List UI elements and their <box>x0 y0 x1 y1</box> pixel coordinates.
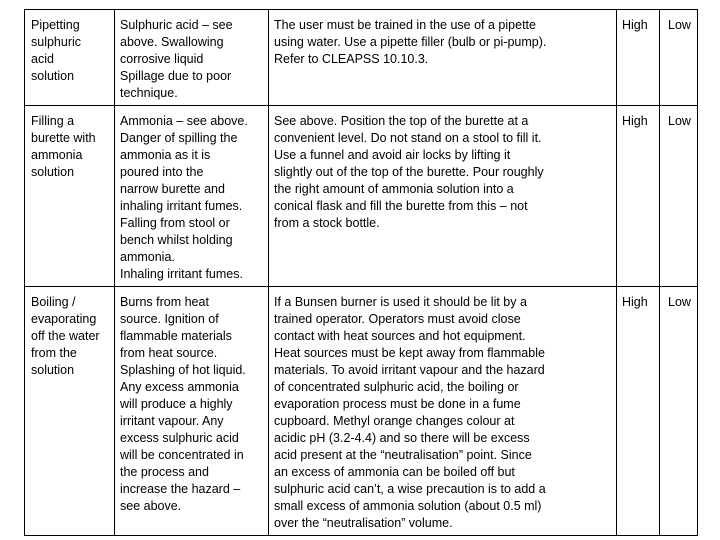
hazard-text: Sulphuric acid – see above. Swallowing corrosive liquid Spillage due to poor technique. <box>120 18 233 100</box>
risk-before-cell <box>617 10 660 106</box>
table-row <box>25 287 698 536</box>
risk-after-text: Low <box>668 114 691 128</box>
risk-before-cell <box>617 287 660 536</box>
activity-cell <box>25 10 115 106</box>
activity-text: Boiling / evaporating off the water from the solution <box>31 295 100 377</box>
risk-before-text: High <box>622 18 648 32</box>
risk-after-text: Low <box>668 295 691 309</box>
control-measures-cell <box>269 287 617 536</box>
risk-after-text: Low <box>668 18 691 32</box>
risk-before-cell <box>617 106 660 287</box>
activity-text: Pipetting sulphuric acid solution <box>31 18 82 83</box>
activity-cell <box>25 287 115 536</box>
control-measures-text: See above. Position the top of the burette at a convenient level. Do not stand on a stool to fill it. Use a funnel and avoid air locks by lifting it slightly out of the top of the burette. Pour roughly the right amount of ammonia solution into a conical flask and fill the burette from this – not from a stock bottle. <box>274 114 544 230</box>
hazard-cell <box>115 287 269 536</box>
control-measures-text: If a Bunsen burner is used it should be lit by a trained operator. Operators must avoid close contact with heat sources and hot equipment. Heat sources must be kept away from flammable materials. To avoid irritant vapour and the hazard of concentrated sulphuric acid, the boiling or evaporation process must be done in a fume cupboard. Methyl orange changes colour at acidic pH (3.2-4.4) and so there will be excess acid present at the “neutralisation” point. Since an excess of ammonia can be boiled off but sulphuric acid can’t, a wise precaution is to add a small excess of ammonia solution (about 0.5 ml) over the “neutralisation” volume. <box>274 295 546 530</box>
control-measures-cell <box>269 106 617 287</box>
risk-after-cell <box>660 287 698 536</box>
activity-cell <box>25 106 115 287</box>
table-row <box>25 106 698 287</box>
table-row <box>25 10 698 106</box>
risk-after-cell <box>660 10 698 106</box>
risk-before-text: High <box>622 295 648 309</box>
risk-assessment-table <box>24 9 698 536</box>
control-measures-text: The user must be trained in the use of a pipette using water. Use a pipette filler (bulb or pi-pump). Refer to CLEAPSS 10.10.3. <box>274 18 547 66</box>
risk-after-cell <box>660 106 698 287</box>
hazard-cell <box>115 10 269 106</box>
hazard-text: Burns from heat source. Ignition of flammable materials from heat source. Splashing of hot liquid. Any excess ammonia will produce a highly irritant vapour. Any excess sulphuric acid will be concentrated in the process and increase the hazard – see above. <box>120 295 246 513</box>
hazard-text: Ammonia – see above. Danger of spilling the ammonia as it is poured into the narrow burette and inhaling irritant fumes. Falling from stool or bench whilst holding ammonia. Inhaling irritant fumes. <box>120 114 248 281</box>
activity-text: Filling a burette with ammonia solution <box>31 114 96 179</box>
risk-before-text: High <box>622 114 648 128</box>
hazard-cell <box>115 106 269 287</box>
control-measures-cell <box>269 10 617 106</box>
